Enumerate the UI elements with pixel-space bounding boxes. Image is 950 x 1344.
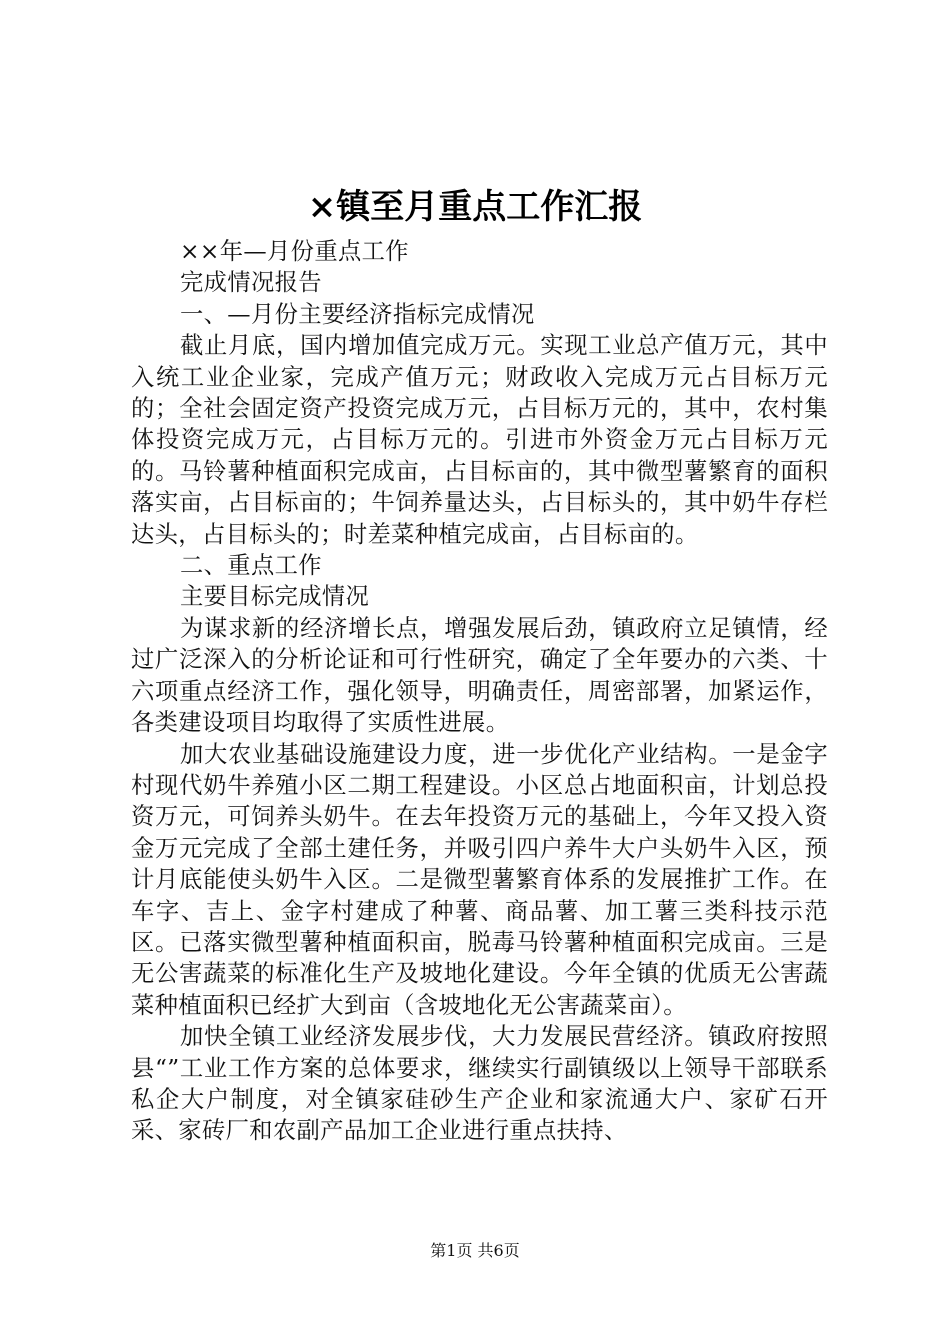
subtitle-report: 完成情况报告 bbox=[180, 269, 322, 297]
page-number-footer: 第1页 共6页 bbox=[430, 1241, 520, 1260]
paragraph-indicators: 截止月底，国内增加值完成万元。实现工业总产值万元，其中入统工业企业家，完成产值万元；财政收入完成万元占目标万元的；全社会固定资产投资完成万元，占目标万元的，其中，农村集体投资完成万元，占目标万元的。引进市外资金万元占目标万元的。马铃薯种植面积完成亩，占目标亩的，其中微型薯繁育的面积落实亩，占目标亩的；牛饲养量达头，占目标头的，其中奶牛存栏达头，占目标头的；时差菜种植完成亩，占目标亩的。 bbox=[131, 332, 828, 548]
subtitle-year-work: ××年—月份重点工作 bbox=[180, 238, 409, 265]
paragraph-agriculture: 加大农业基础设施建设力度，进一步优化产业结构。一是金字村现代奶牛养殖小区二期工程建设。小区总占地面积亩，计划总投资万元，可饲养头奶牛。在去年投资万元的基础上，今年又投入资金万元完成了全部土建任务，并吸引四户养牛大户头奶牛入区，预计月底能使头奶牛入区。二是微型薯繁育体系的发展推扩工作。在车字、吉上、金字村建成了种薯、商品薯、加工薯三类科技示范区。已落实微型薯种植面积亩，脱毒马铃薯种植面积完成亩。三是无公害蔬菜的标准化生产及坡地化建设。今年全镇的优质无公害蔬菜种植面积已经扩大到亩（含坡地化无公害蔬菜亩）。 bbox=[131, 740, 828, 1019]
paragraph-industry: 加快全镇工业经济发展步伐，大力发展民营经济。镇政府按照县“”工业工作方案的总体要求，继续实行副镇级以上领导干部联系私企大户制度，对全镇家硅砂生产企业和家流通大户、家矿石开采、家砖厂和农副产品加工企业进行重点扶持、 bbox=[131, 1023, 828, 1145]
document-title: ×镇至月重点工作汇报 bbox=[307, 187, 643, 227]
paragraph-intro: 为谋求新的经济增长点，增强发展后劲，镇政府立足镇情，经过广泛深入的分析论证和可行性研究，确定了全年要办的六类、十六项重点经济工作，强化领导，明确责任，周密部署，加紧运作，各类建设项目均取得了实质性进展。 bbox=[131, 614, 828, 737]
subsection-heading: 主要目标完成情况 bbox=[180, 583, 370, 611]
section-heading-1: 一、—月份主要经济指标完成情况 bbox=[180, 300, 535, 328]
document-body bbox=[131, 236, 828, 1147]
section-heading-2: 二、重点工作 bbox=[180, 552, 322, 580]
